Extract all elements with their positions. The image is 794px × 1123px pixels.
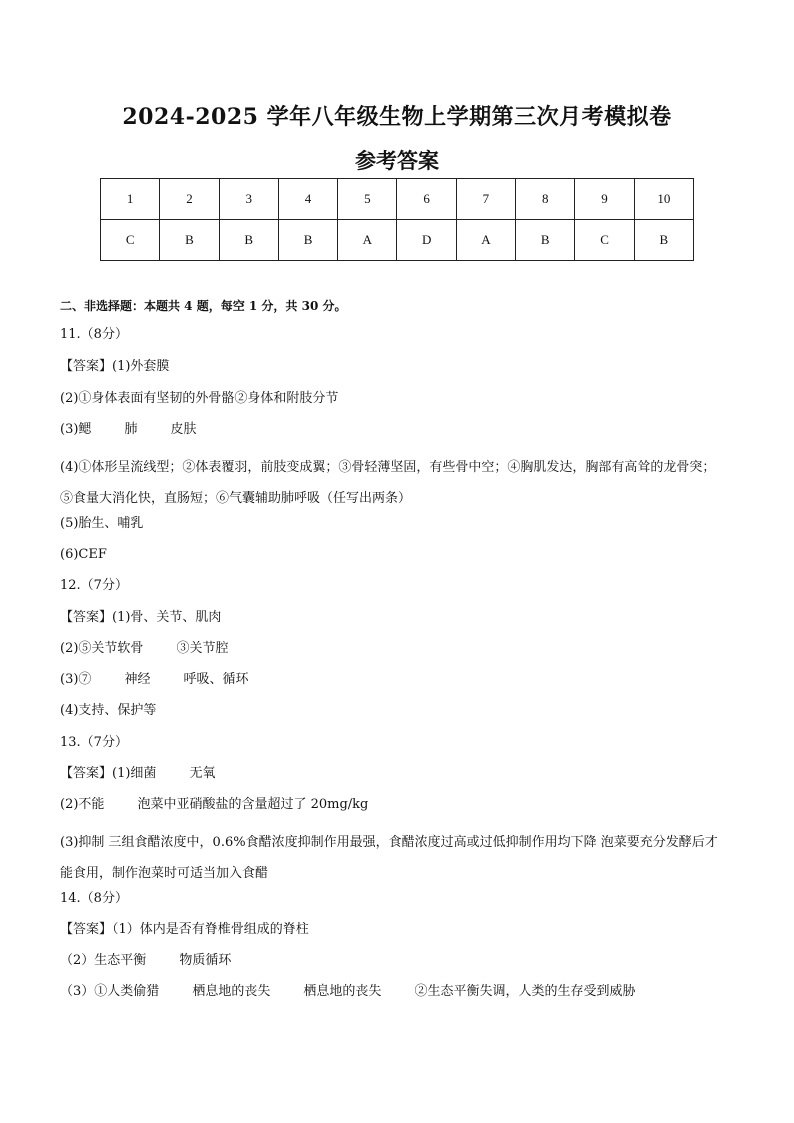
q12-answer-2: (2)⑤关节软骨 ③关节腔	[60, 641, 229, 656]
question-14-heading: 14.（8分）	[60, 891, 128, 906]
question-number-cell: 3	[219, 179, 278, 220]
answer-cell: A	[456, 220, 515, 261]
answer-cell: A	[338, 220, 397, 261]
q14-answer-2: （2）生态平衡 物质循环	[60, 953, 232, 968]
q11-answer-3: (3)鳃 肺 皮肤	[60, 422, 197, 437]
question-number-cell: 10	[634, 179, 693, 220]
q14-answer-3: （3）①人类偷猎 栖息地的丧失 栖息地的丧失 ②生态平衡失调，人类的生存受到威胁	[60, 984, 636, 999]
q11-answer-4: (4)①体形呈流线型；②体表覆羽，前肢变成翼；③骨轻薄坚固，有些骨中空；④胸肌发达，胸部有高耸的龙骨突；⑤食量大消化快，直肠短；⑥气囊辅助肺呼吸（任写出两条）	[60, 460, 716, 506]
section-heading: 二、非选择题：本题共 4 题，每空 1 分，共 30 分。	[60, 299, 347, 313]
q12-answer-1: 【答案】(1)骨、关节、肌肉	[60, 610, 222, 625]
q13-answer-2: (2)不能 泡菜中亚硝酸盐的含量超过了 20mg/kg	[60, 797, 369, 812]
q11-answer-2: (2)①身体表面有坚韧的外骨骼②身体和附肢分节	[60, 391, 339, 406]
answer-cell: B	[634, 220, 693, 261]
q13-answer-1: 【答案】(1)细菌 无氧	[60, 766, 216, 781]
q11-answer-1: 【答案】(1)外套膜	[60, 359, 170, 374]
question-number-cell: 4	[278, 179, 337, 220]
document-subtitle: 参考答案	[355, 148, 439, 173]
question-number-cell: 7	[456, 179, 515, 220]
question-number-cell: 8	[516, 179, 575, 220]
question-number-row	[101, 179, 694, 220]
answer-row	[101, 220, 694, 261]
question-number-cell: 2	[160, 179, 219, 220]
answer-cell: C	[101, 220, 160, 261]
q14-answer-1: 【答案】（1）体内是否有脊椎骨组成的脊柱	[60, 922, 309, 937]
question-number-cell: 1	[101, 179, 160, 220]
answer-cell: C	[575, 220, 634, 261]
question-12-heading: 12.（7分）	[60, 578, 128, 593]
answer-cell: B	[278, 220, 337, 261]
question-11-heading: 11.（8分）	[60, 327, 128, 342]
question-number-cell: 9	[575, 179, 634, 220]
answer-table	[100, 178, 694, 261]
q12-answer-4: (4)支持、保护等	[60, 703, 157, 718]
answer-cell: D	[397, 220, 456, 261]
q11-answer-5: (5)胎生、哺乳	[60, 516, 144, 531]
question-13-heading: 13.（7分）	[60, 735, 128, 750]
answer-cell: B	[219, 220, 278, 261]
answer-cell: B	[516, 220, 575, 261]
question-number-cell: 5	[338, 179, 397, 220]
q11-answer-6: (6)CEF	[60, 547, 107, 562]
q13-answer-3: (3)抑制 三组食醋浓度中，0.6%食醋浓度抑制作用最强，食醋浓度过高或过低抑制作用均下降 泡菜要充分发酵后才能食用，制作泡菜时可适当加入食醋	[60, 835, 718, 881]
document-title: 2024-2025 学年八年级生物上学期第三次月考模拟卷	[122, 104, 672, 130]
question-number-cell: 6	[397, 179, 456, 220]
q12-answer-3: (3)⑦ 神经 呼吸、循环	[60, 672, 249, 687]
answer-cell: B	[160, 220, 219, 261]
